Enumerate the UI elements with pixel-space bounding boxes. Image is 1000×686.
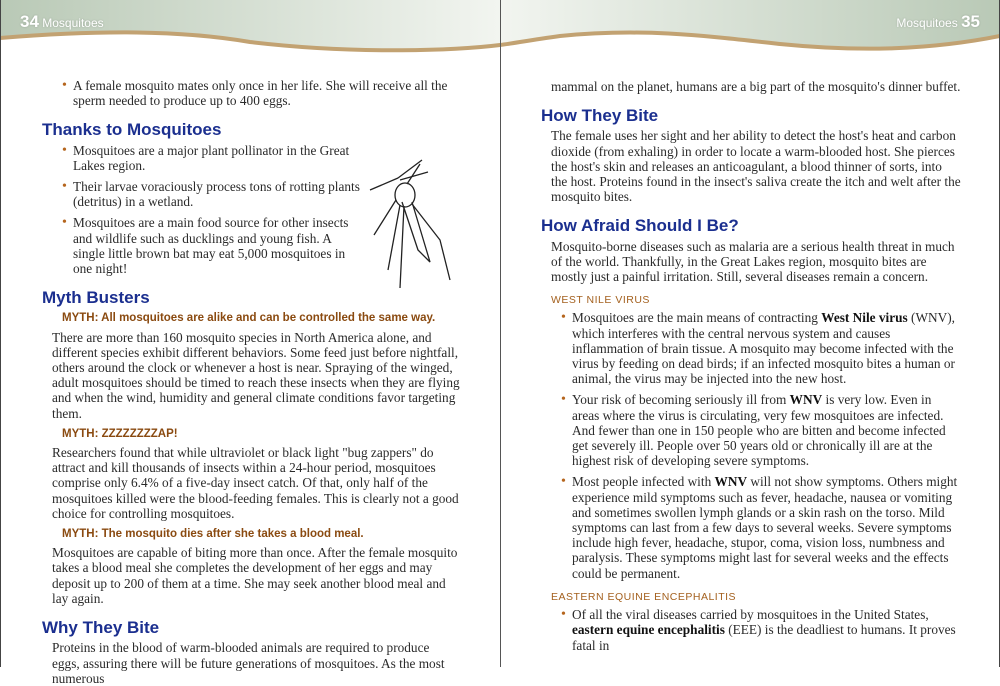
right-running-header: Mosquitoes 35	[896, 12, 980, 31]
section-heading: Why They Bite	[42, 618, 160, 638]
list-item: • Mosquitoes are the main means of contracting West Nile virus (WNV), which interferes with the central nervous system and causes inflammation of brain tissue. A mosquito may become infected with the virus by feeding on dead birds; if an infected mosquito bites a human or animal, the virus may be injected into the new host.	[561, 310, 961, 386]
left-running-header: 34 Mosquitoes	[20, 12, 104, 31]
subheading: EASTERN EQUINE ENCEPHALITIS	[551, 590, 737, 603]
list-item: • Their larvae voraciously process tons of rotting plants (detritus) in a wetland.	[62, 179, 362, 209]
paragraph: Mosquitoes are capable of biting more than once. After the female mosquito takes a blood meal she completes the development of her eggs and may deposit up to 200 of them at a time. She may seek another blood meal and lay again.	[52, 545, 458, 606]
paragraph: There are more than 160 mosquito species in North America alone, and different species exhibit different behaviors. Some feed just before nightfall, others around the clock or whenever a host is near. Spraying of the winged, adult mosquitoes should be timed to reach these insects when they are flying and when the wind, humidity and general climate conditions favor targeting them.	[52, 329, 460, 421]
section-heading: How They Bite	[541, 106, 659, 126]
mosquito-illustration	[360, 150, 455, 290]
paragraph: Mosquito-borne diseases such as malaria are a serious health threat in much of the world. Thankfully, in the Great Lakes region, mosquito bites are mostly just a painful irritation. Still, several diseases remain a concern.	[551, 238, 955, 285]
list-item: • A female mosquito mates only once in her life. She will receive all the sperm needed to produce up to 400 eggs.	[62, 78, 460, 108]
subheading: WEST NILE VIRUS	[551, 294, 650, 307]
myth-title: MYTH: All mosquitoes are alike and can be controlled the same way.	[62, 312, 436, 325]
page-gutter	[500, 0, 501, 667]
list-item: • Of all the viral diseases carried by mosquitoes in the United States, eastern equine encephalitis (EEE) is the deadliest to humans. It proves fatal in	[561, 607, 961, 653]
list-item: • Most people infected with WNV will not show symptoms. Others might experience mild symptoms such as fever, headache, nausea or vomiting and sometimes swollen lymph glands or a skin rash on the torso. Mild symptoms can last from a few days to several weeks. Severe symptoms include high fever, headache, stupor, coma, vision loss, numbness and paralysis. These symptoms might last for several weeks and the effects could be permanent.	[561, 474, 961, 580]
paragraph: Proteins in the blood of warm-blooded animals are required to produce eggs, assuring there will be future generations of mosquitoes. As the most numerous	[52, 640, 445, 686]
right-page	[541, 79, 961, 659]
page-edge	[0, 0, 1, 667]
paragraph: The female uses her sight and her ability to detect the host's heat and carbon dioxide (from exhaling) in order to locate a warm-blooded host. She pierces the host's skin and releases an anticoagulant, a blood thinner of sorts, into the host. Proteins found in the insect's saliva create the itch and welt after the mosquito bites.	[551, 128, 961, 205]
section-heading: Thanks to Mosquitoes	[42, 120, 222, 140]
paragraph: Researchers found that while ultraviolet or black light "bug zappers" do attract and kill thousands of insects within a 24-hour period, mosquitoes comprise only 6.4% of a five-day insect catch. Of that, only half of the mosquitoes killed were the blood-feeding females. This is clearly not a good choice for controlling mosquitoes.	[52, 445, 459, 521]
list-item: • Mosquitoes are a major plant pollinator in the Great Lakes region.	[62, 143, 362, 173]
paragraph: mammal on the planet, humans are a big part of the mosquito's dinner buffet.	[551, 79, 961, 94]
myth-title: MYTH: The mosquito dies after she takes a blood meal.	[62, 528, 364, 541]
myth-title: MYTH: ZZZZZZZZAP!	[62, 427, 178, 440]
list-item: • Mosquitoes are a main food source for other insects and wildlife such as ducklings and young fish. A single little brown bat may eat 5,000 mosquitoes in one night!	[62, 215, 362, 276]
section-heading: Myth Busters	[42, 288, 150, 308]
section-heading: How Afraid Should I Be?	[541, 216, 739, 236]
list-item: • Your risk of becoming seriously ill from WNV is very low. Even in areas where the virus is circulating, very few mosquitoes are infected. And fewer than one in 150 people who are bitten and become infected get severely ill. People over 50 years old or chronically ill are at the highest risk of developing severe symptoms.	[561, 392, 961, 468]
